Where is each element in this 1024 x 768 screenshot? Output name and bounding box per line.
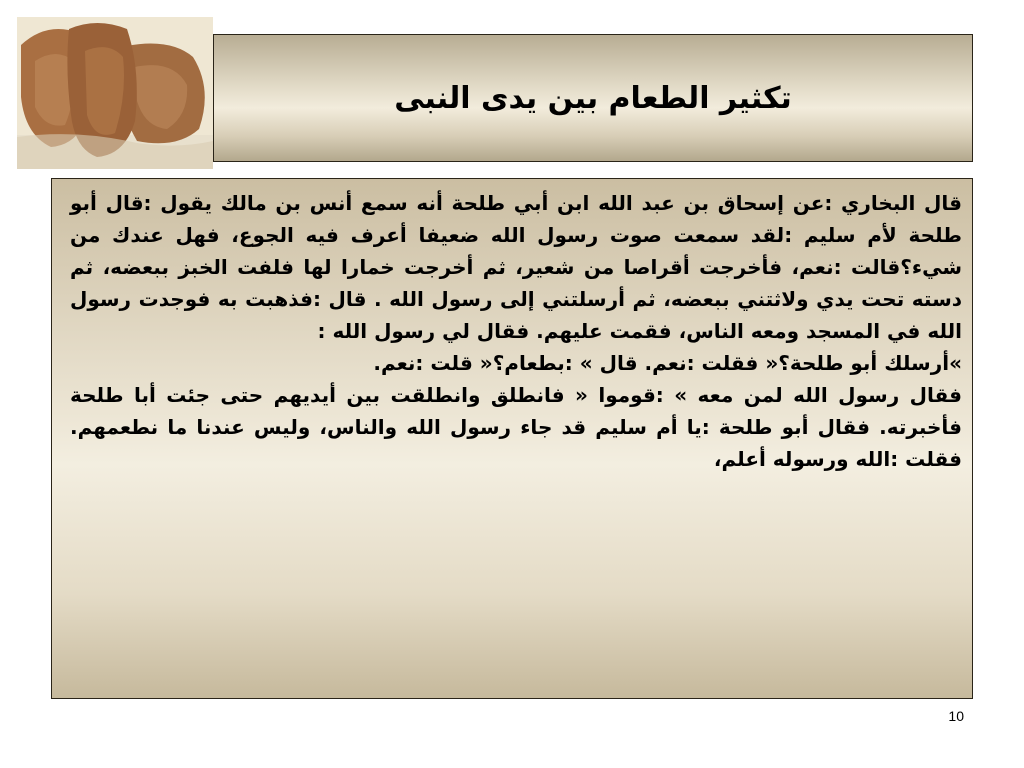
paragraph-1: قال البخاري :عن إسحاق بن عبد الله ابن أبي طلحة أنه سمع أنس بن مالك يقول :قال أبو طلحة لأم سليم :لقد سمعت صوت رسول الله ضعيفا أعرف فيه الجوع، فهل عندك من شيء؟قالت :نعم، فأخرجت أقراصا من شعير، ثم أخرجت خمارا لها فلفت الخبز ببعضه، ثم دسته تحت يدي ولاثتني ببعضه، ثم أرسلتني إلى رسول الله . قال :فذهبت به فوجدت رسول الله في المسجد ومعه الناس، فقمت عليهم. فقال لي رسول الله : <box>70 191 962 343</box>
paragraph-2: »أرسلك أبو طلحة؟« فقلت :نعم. قال » :بطعام؟« قلت :نعم. <box>373 351 962 375</box>
page-number: 10 <box>948 708 964 724</box>
text-box <box>51 178 973 699</box>
title-bar <box>213 34 973 162</box>
slide-title: تكثير الطعام بين يدى النبى <box>394 80 792 116</box>
paragraph-3: فقال رسول الله لمن معه » :قوموا « فانطلق وانطلقت بين أيديهم حتى جئت أبا طلحة فأخبرته. فقال أبو طلحة :يا أم سليم قد جاء رسول الله والناس، وليس عندنا ما نطعمهم. فقلت :الله ورسوله أعلم، <box>70 383 962 471</box>
bread-image <box>17 17 213 169</box>
bread-photo <box>17 17 213 169</box>
